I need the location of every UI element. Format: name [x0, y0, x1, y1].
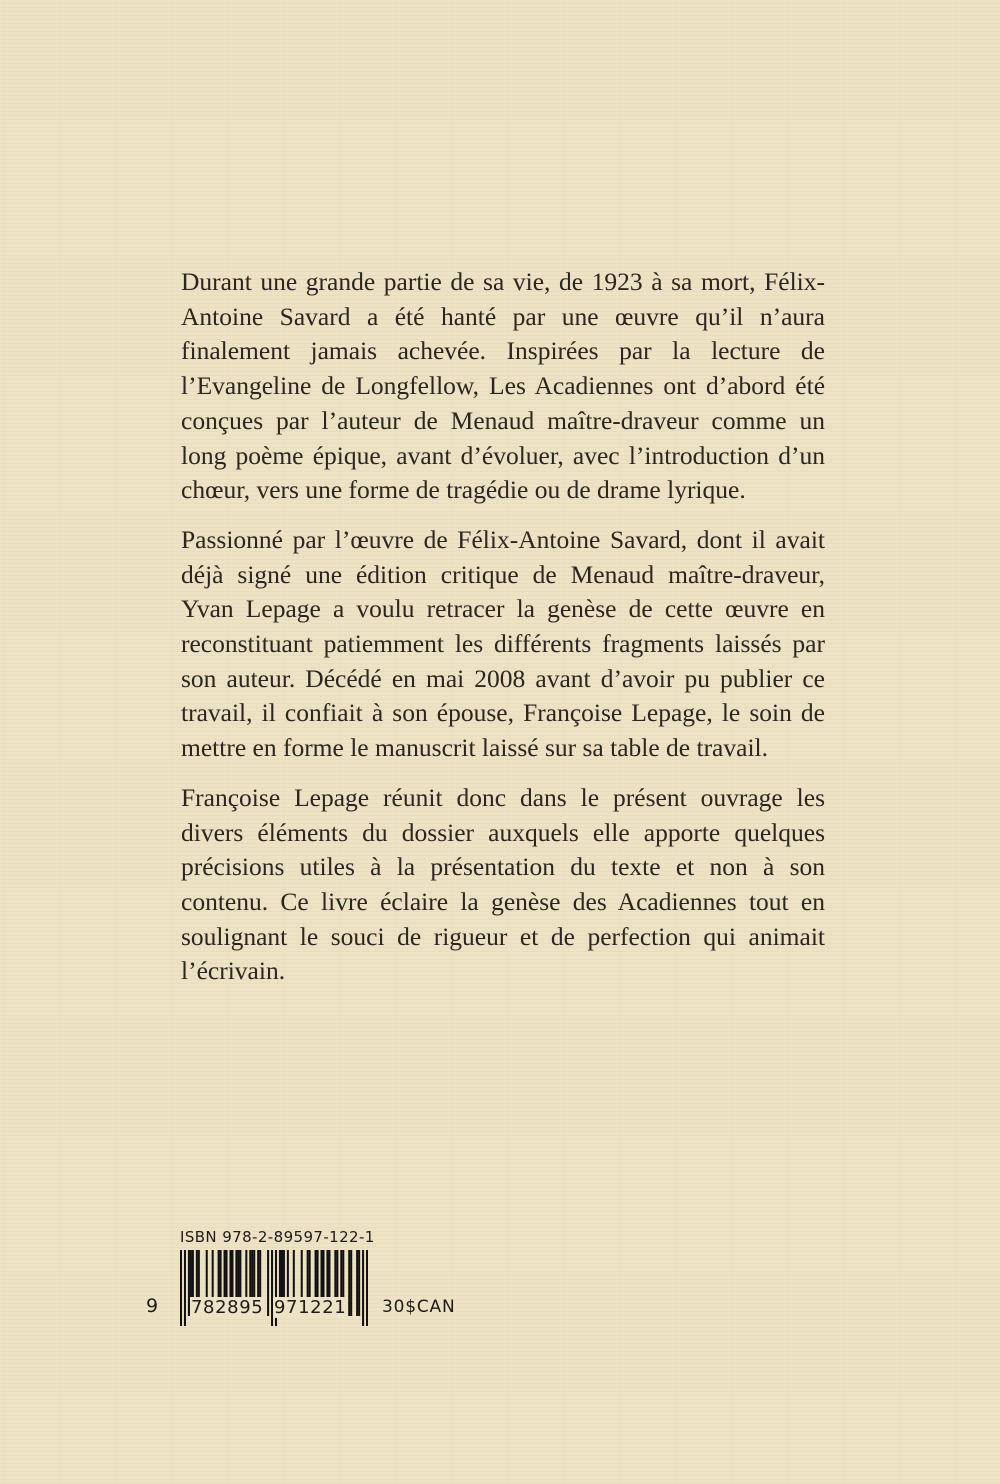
blurb-text: Françoise Lepage réunit donc dans le présent ouvrage les divers éléments du dossier auxquels elle apporte quelques précisions utiles à la présentation du texte et non à son contenu. Ce livre éclaire la genèse des [181, 782, 825, 916]
blurb-text: Passionné par l’œuvre de Félix-Antoine Savard, dont il avait déjà signé une édition critique de [181, 524, 825, 589]
barcode-bar [348, 1250, 350, 1316]
barcode-bar [350, 1250, 352, 1316]
price-label: 30$CAN [382, 1297, 456, 1317]
blurb-text: ont d’abord été conçues par l’auteur de [181, 371, 826, 435]
barcode-left-digits: 782895 [191, 1297, 264, 1318]
italic-title: Acadiennes [617, 886, 737, 916]
blurb-text: comme un long poème épique, avant d’évoluer, avec l’introduction d’un chœur, vers une forme de tragédie ou de drame lyrique. [181, 405, 826, 505]
barcode-bar [180, 1250, 182, 1326]
italic-title: Les Acadiennes [489, 371, 654, 401]
italic-title: Menaud maître-draveur [570, 559, 819, 589]
blurb-paragraph-3 [181, 781, 825, 989]
barcode-bar [366, 1250, 368, 1326]
barcode-first-digit: 9 [146, 1295, 159, 1317]
italic-title: Evangeline [196, 371, 312, 401]
blurb-text: de Longfellow, [311, 371, 490, 401]
barcode-bar [184, 1250, 186, 1326]
barcode-right-digits: 971221 [274, 1297, 347, 1318]
blurb-text: , Yvan Lepage a voulu retracer la genèse de cette œuvre en reconstituant patiemment les différents fragments laissés par son auteur. Décédé en mai 2008 avant d’avoir pu publier ce travail, il confiait à son épouse, Françoise Lepage, le soin de mettre en forme le manuscrit laissé sur sa table de travail. [181, 559, 825, 763]
barcode-bar [362, 1250, 364, 1326]
barcode-bar [267, 1250, 269, 1316]
italic-title: Menaud maître-draveur [450, 405, 699, 435]
blurb-paragraph-1 [181, 265, 825, 508]
isbn-label: ISBN 978-2-89597-122-1 [180, 1228, 375, 1246]
blurb-paragraph-2 [181, 523, 825, 766]
isbn-barcode-block [146, 1222, 486, 1322]
blurb-text: Durant une grande partie de sa vie, de 1923 à sa mort, Félix-Antoine Savard a été hanté par une œuvre qu’il n’aura finalement jamais achevée. Inspirées par la lecture de l’ [181, 267, 825, 401]
back-cover-blurb [181, 265, 825, 1004]
blurb-text: tout en soulignant le souci de rigueur et de perfection qui animait l’écrivain. [181, 886, 825, 986]
barcode-bar [358, 1250, 360, 1316]
barcode-bar [356, 1250, 358, 1316]
